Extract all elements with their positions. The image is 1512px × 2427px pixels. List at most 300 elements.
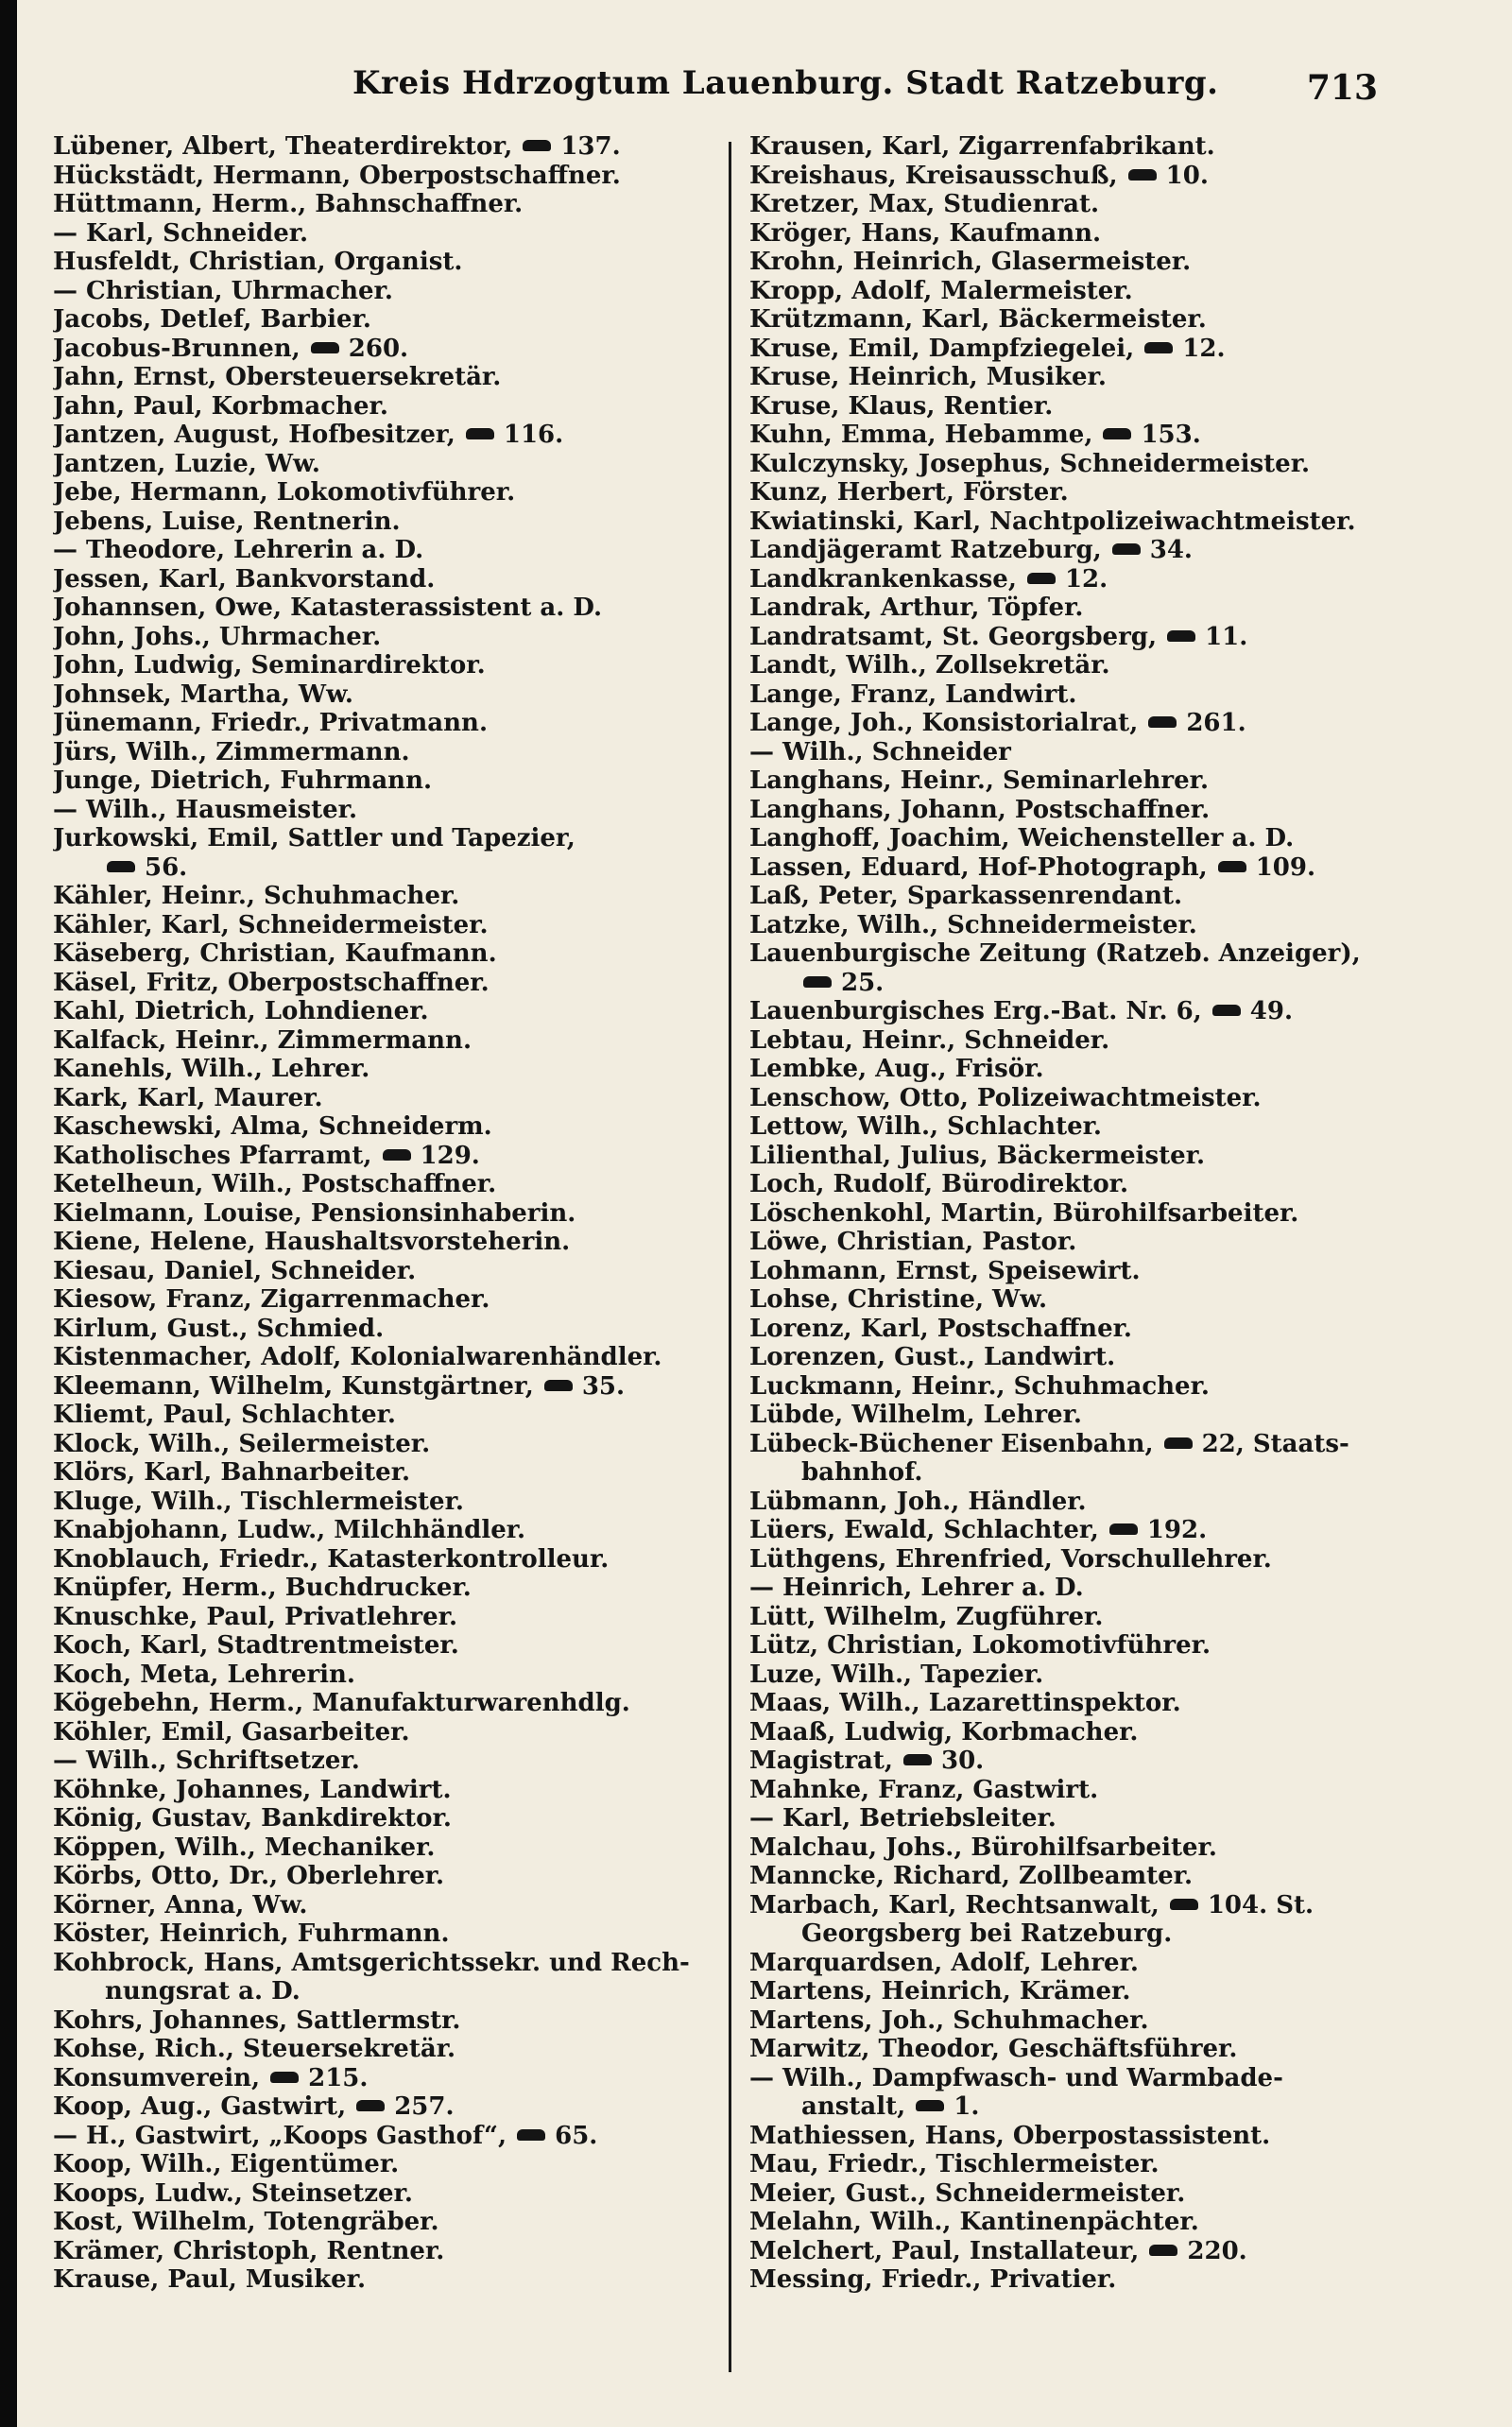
directory-entry	[53, 1343, 714, 1372]
entry-text: Lütz, Christian, Lokomotivführer.	[749, 1631, 1211, 1660]
entry-text: Krausen, Karl, Zigarrenfabrikant.	[749, 132, 1215, 161]
entry-text: Luckmann, Heinr., Schuhmacher.	[749, 1371, 1210, 1401]
directory-entry	[53, 1747, 714, 1776]
entry-text: Jünemann, Friedr., Privatmann.	[53, 709, 488, 737]
directory-entry	[53, 1833, 714, 1863]
entry-text: Lettow, Wilh., Schlachter.	[749, 1112, 1102, 1141]
entry-text: Lange, Franz, Landwirt.	[749, 680, 1077, 709]
telephone-icon	[1164, 1437, 1193, 1449]
phone-number: 260.	[348, 334, 409, 363]
directory-entry	[53, 1661, 714, 1690]
column-divider	[729, 142, 731, 2372]
entry-text: Husfeldt, Christian, Organist.	[53, 248, 463, 276]
directory-entry	[749, 1631, 1411, 1661]
entry-text: Johannsen, Owe, Katasterassistent a. D.	[53, 594, 603, 622]
entry-text: Kost, Wilhelm, Totengräber.	[53, 2208, 439, 2236]
telephone-icon	[1148, 716, 1177, 728]
directory-entry	[53, 2150, 714, 2179]
directory-entry	[53, 1488, 714, 1517]
directory-entry	[749, 1661, 1411, 1690]
directory-entry	[749, 623, 1411, 652]
directory-entry	[53, 1603, 714, 1632]
telephone-icon	[311, 342, 339, 353]
directory-entry	[53, 1891, 714, 1920]
entry-text: Kiene, Helene, Haushaltsvorsteherin.	[53, 1228, 571, 1256]
directory-entry	[53, 1458, 714, 1488]
directory-entry	[53, 565, 714, 594]
entry-text: Landjägeramt Ratzeburg,	[749, 536, 1102, 564]
directory-entry	[53, 1776, 714, 1805]
entry-text: Jahn, Paul, Korbmacher.	[53, 391, 388, 421]
directory-entry-continuation	[53, 853, 714, 883]
entry-text: Kulczynsky, Josephus, Schneidermeister.	[749, 449, 1311, 478]
directory-entry	[53, 1199, 714, 1229]
directory-entry	[749, 2208, 1411, 2237]
directory-entry	[749, 594, 1411, 623]
entry-text: Martens, Joh., Schuhmacher.	[749, 2005, 1149, 2035]
entry-text: Melchert, Paul, Installateur,	[749, 2236, 1140, 2265]
directory-entry	[53, 1862, 714, 1891]
telephone-icon	[383, 1149, 411, 1161]
entry-text: Meier, Gust., Schneidermeister.	[749, 2178, 1186, 2208]
entry-text: Hüttmann, Herm., Bahnschaffner.	[53, 190, 524, 218]
directory-entry	[749, 1516, 1411, 1545]
directory-entry	[749, 1689, 1411, 1718]
directory-entry	[749, 1804, 1411, 1833]
entry-text: Jantzen, Luzie, Ww.	[53, 449, 320, 478]
directory-entry-continuation	[749, 1458, 1411, 1488]
directory-entry	[53, 1142, 714, 1171]
entry-text: Kreishaus, Kreisausschuß,	[749, 161, 1118, 190]
directory-entry	[749, 1718, 1411, 1747]
entry-text: Koop, Aug., Gastwirt,	[53, 2092, 347, 2121]
directory-entry	[53, 2265, 714, 2295]
directory-entry	[53, 2237, 714, 2266]
entry-text: Knoblauch, Friedr., Katasterkontrolleur.	[53, 1544, 610, 1574]
directory-entry	[749, 1401, 1411, 1430]
entry-text: — H., Gastwirt, „Koops Gasthof“,	[53, 2121, 507, 2150]
entry-text: Jantzen, August, Hofbesitzer,	[53, 421, 455, 449]
left-column	[53, 132, 714, 2295]
phone-number: 1.	[954, 2092, 980, 2121]
directory-entry	[749, 2064, 1411, 2093]
directory-entry	[53, 1430, 714, 1459]
directory-entry	[749, 1285, 1411, 1315]
entry-text: Mahnke, Franz, Gastwirt.	[749, 1775, 1099, 1804]
directory-entry	[53, 680, 714, 710]
directory-entry	[749, 478, 1411, 508]
entry-text: Kahl, Dietrich, Lohndiener.	[53, 997, 429, 1025]
entry-text: Kaschewski, Alma, Schneiderm.	[53, 1112, 492, 1141]
directory-entry	[749, 680, 1411, 710]
directory-entry	[53, 1631, 714, 1661]
entry-text: Lauenburgische Zeitung (Ratzeb. Anzeiger),	[749, 939, 1361, 968]
entry-text: Koch, Meta, Lehrerin.	[53, 1660, 355, 1689]
phone-number: 220.	[1187, 2236, 1247, 2265]
directory-entry	[53, 882, 714, 911]
directory-entry	[749, 709, 1411, 738]
entry-text: Krause, Paul, Musiker.	[53, 2265, 367, 2294]
telephone-icon	[1027, 573, 1056, 584]
entry-text: Köhler, Emil, Gasarbeiter.	[53, 1717, 410, 1747]
entry-text: nungsrat a. D.	[105, 1977, 301, 2005]
directory-entry	[53, 305, 714, 335]
entry-text: Lübde, Wilhelm, Lehrer.	[749, 1401, 1082, 1429]
directory-entry	[53, 766, 714, 796]
telephone-icon	[356, 2100, 385, 2111]
directory-entry	[53, 248, 714, 277]
entry-text: Lorenzen, Gust., Landwirt.	[749, 1343, 1116, 1371]
entry-text: Latzke, Wilh., Schneidermeister.	[749, 910, 1197, 939]
directory-entry	[749, 2179, 1411, 2209]
directory-entry	[749, 1488, 1411, 1517]
entry-text: Jessen, Karl, Bankvorstand.	[53, 564, 436, 594]
entry-text: Löschenkohl, Martin, Bürohilfsarbeiter.	[749, 1198, 1299, 1228]
phone-number: 65.	[555, 2121, 598, 2150]
directory-entry	[749, 335, 1411, 364]
entry-text: bahnhof.	[801, 1458, 923, 1487]
entry-text: Georgsberg bei Ratzeburg.	[801, 1919, 1173, 1948]
directory-entry	[749, 1315, 1411, 1344]
entry-text: Jürs, Wilh., Zimmermann.	[53, 737, 410, 766]
directory-entry	[53, 2064, 714, 2093]
directory-entry	[749, 132, 1411, 162]
directory-entry	[749, 2035, 1411, 2064]
directory-entry	[749, 565, 1411, 594]
directory-entry	[749, 219, 1411, 249]
directory-entry	[53, 1257, 714, 1286]
directory-entry	[53, 911, 714, 940]
entry-text: — Wilh., Schneider	[749, 737, 1011, 766]
phone-number: 137.	[560, 132, 621, 161]
entry-text: — Heinrich, Lehrer a. D.	[749, 1574, 1084, 1602]
phone-number: 215.	[308, 2063, 369, 2092]
directory-entry	[53, 1228, 714, 1257]
directory-entry	[53, 162, 714, 191]
entry-text: Lebtau, Heinr., Schneider.	[749, 1025, 1110, 1055]
phone-number: 56.	[145, 852, 188, 882]
telephone-icon	[1149, 2245, 1177, 2256]
entry-text: Kohbrock, Hans, Amtsgerichtssekr. und Rech-	[53, 1948, 690, 1977]
entry-text: Kögebehn, Herm., Manufakturwarenhdlg.	[53, 1689, 630, 1717]
entry-text: Hückstädt, Hermann, Oberpostschaffner.	[53, 161, 621, 190]
directory-entry	[53, 969, 714, 998]
directory-entry	[53, 536, 714, 565]
telephone-icon	[1128, 169, 1157, 181]
entry-text: Marwitz, Theodor, Geschäftsführer.	[749, 2035, 1238, 2063]
directory-entry	[53, 450, 714, 479]
entry-text: Junge, Dietrich, Fuhrmann.	[53, 766, 433, 795]
entry-text: Maas, Wilh., Lazarettinspektor.	[749, 1689, 1181, 1717]
entry-text: Lüers, Ewald, Schlachter,	[749, 1516, 1099, 1544]
directory-entry-continuation	[53, 1977, 714, 2006]
entry-text: Krützmann, Karl, Bäckermeister.	[749, 305, 1207, 334]
entry-text: — Wilh., Hausmeister.	[53, 795, 358, 824]
directory-entry	[53, 1718, 714, 1747]
directory-entry	[749, 1833, 1411, 1863]
directory-entry	[749, 2150, 1411, 2179]
directory-entry	[53, 738, 714, 767]
entry-text: Maaß, Ludwig, Korbmacher.	[749, 1717, 1139, 1747]
phone-number: 129.	[420, 1141, 480, 1170]
entry-text: Köhnke, Johannes, Landwirt.	[53, 1775, 452, 1804]
directory-entry	[53, 1949, 714, 1978]
entry-text: Kohse, Rich., Steuersekretär.	[53, 2035, 456, 2063]
directory-entry	[53, 2035, 714, 2064]
phone-number: 116.	[503, 421, 564, 449]
directory-entry	[749, 1430, 1411, 1459]
entry-text: Lüthgens, Ehrenfried, Vorschullehrer.	[749, 1544, 1272, 1574]
directory-entry	[53, 1112, 714, 1142]
directory-entry	[749, 1862, 1411, 1891]
entry-text: Käseberg, Christian, Kaufmann.	[53, 939, 497, 968]
directory-entry	[749, 997, 1411, 1026]
directory-entry	[749, 853, 1411, 883]
entry-text: Landratsamt, St. Georgsberg,	[749, 622, 1158, 651]
directory-entry	[53, 623, 714, 652]
entry-text: Krämer, Christoph, Rentner.	[53, 2236, 445, 2265]
directory-entry	[749, 766, 1411, 796]
entry-text: Kunz, Herbert, Förster.	[749, 478, 1069, 507]
directory-page	[17, 0, 1512, 2427]
entry-text: anstalt,	[801, 2092, 906, 2121]
telephone-icon	[1218, 861, 1246, 872]
directory-entry	[53, 1084, 714, 1113]
directory-entry	[53, 1919, 714, 1949]
directory-entry	[53, 2092, 714, 2122]
phone-number: 12.	[1064, 564, 1108, 594]
entry-text: Lohmann, Ernst, Speisewirt.	[749, 1256, 1141, 1285]
directory-entry	[749, 1026, 1411, 1056]
directory-entry	[53, 132, 714, 162]
directory-entry-continuation	[749, 1919, 1411, 1949]
entry-text: Köster, Heinrich, Fuhrmann.	[53, 1919, 450, 1948]
entry-text: Jurkowski, Emil, Sattler und Tapezier,	[53, 824, 576, 852]
entry-text: Lauenburgisches Erg.-Bat. Nr. 6,	[749, 997, 1202, 1025]
entry-text: Langhans, Johann, Postschaffner.	[749, 795, 1211, 824]
entry-text: Kruse, Emil, Dampfziegelei,	[749, 334, 1135, 363]
directory-entry	[53, 1315, 714, 1344]
directory-entry	[749, 248, 1411, 277]
telephone-icon	[523, 140, 551, 151]
directory-entry	[53, 190, 714, 219]
telephone-icon	[803, 976, 832, 988]
entry-text: Kistenmacher, Adolf, Kolonialwarenhändler.	[53, 1343, 662, 1371]
entry-text: Lenschow, Otto, Polizeiwachtmeister.	[749, 1083, 1262, 1112]
entry-text: Körner, Anna, Ww.	[53, 1890, 308, 1919]
entry-text: Krohn, Heinrich, Glasermeister.	[749, 248, 1192, 276]
entry-text: Mau, Friedr., Tischlermeister.	[749, 2150, 1160, 2178]
entry-text: Kluge, Wilh., Tischlermeister.	[53, 1487, 464, 1516]
directory-entry	[53, 478, 714, 508]
directory-entry	[749, 508, 1411, 537]
entry-text: Jebe, Hermann, Lokomotivführer.	[53, 478, 516, 507]
directory-entry	[749, 1977, 1411, 2006]
running-head: Kreis Hdrzogtum Lauenburg. Stadt Ratzeburg.	[352, 64, 1219, 102]
directory-entry	[53, 824, 714, 853]
directory-entry	[749, 651, 1411, 680]
entry-text: Koop, Wilh., Eigentümer.	[53, 2150, 400, 2178]
directory-entry	[749, 1747, 1411, 1776]
phone-number: 257.	[394, 2092, 455, 2121]
phone-number: 25.	[841, 968, 885, 997]
directory-entry	[749, 421, 1411, 450]
directory-entry	[749, 1112, 1411, 1142]
directory-entry	[749, 1055, 1411, 1084]
entry-text: Messing, Friedr., Privatier.	[749, 2265, 1117, 2294]
telephone-icon	[466, 428, 494, 439]
entry-text: Lohse, Christine, Ww.	[749, 1285, 1048, 1314]
entry-text: Kähler, Karl, Schneidermeister.	[53, 910, 489, 939]
directory-entry	[749, 911, 1411, 940]
directory-entry	[749, 1545, 1411, 1575]
directory-entry	[53, 363, 714, 392]
entry-text: Kropp, Adolf, Malermeister.	[749, 276, 1133, 305]
entry-text: Knuschke, Paul, Privatlehrer.	[53, 1602, 458, 1631]
entry-text: Lassen, Eduard, Hof-Photograph,	[749, 852, 1208, 882]
entry-text: Johnsek, Martha, Ww.	[53, 680, 353, 709]
directory-entry	[749, 2265, 1411, 2295]
entry-text: Kretzer, Max, Studienrat.	[749, 190, 1100, 218]
directory-entry	[749, 1257, 1411, 1286]
entry-text: Konsumverein,	[53, 2063, 261, 2092]
entry-text: Lübmann, Joh., Händler.	[749, 1487, 1087, 1516]
entry-text: — Wilh., Dampfwasch- und Warmbade-	[749, 2063, 1283, 2092]
directory-entry	[749, 1891, 1411, 1920]
entry-text: Käsel, Fritz, Oberpostschaffner.	[53, 968, 490, 997]
entry-text: Kiesau, Daniel, Schneider.	[53, 1256, 417, 1285]
telephone-icon	[1103, 428, 1131, 439]
entry-text: Jebens, Luise, Rentnerin.	[53, 507, 401, 536]
directory-entry	[53, 2208, 714, 2237]
directory-entry	[749, 190, 1411, 219]
entry-text: Klörs, Karl, Bahnarbeiter.	[53, 1458, 411, 1487]
directory-entry-continuation	[749, 2092, 1411, 2122]
directory-entry	[749, 939, 1411, 969]
directory-entry	[749, 1949, 1411, 1978]
entry-text: Lübener, Albert, Theaterdirektor,	[53, 132, 513, 161]
directory-entry	[749, 392, 1411, 422]
directory-entry	[749, 1776, 1411, 1805]
directory-entry	[749, 1574, 1411, 1603]
directory-entry	[749, 363, 1411, 392]
entry-text: Körbs, Otto, Dr., Oberlehrer.	[53, 1862, 445, 1890]
directory-entry	[749, 1199, 1411, 1229]
directory-entry	[53, 392, 714, 422]
directory-entry	[53, 2122, 714, 2151]
entry-text: Kähler, Heinr., Schuhmacher.	[53, 882, 460, 910]
telephone-icon	[270, 2072, 299, 2083]
entry-text: Loch, Rudolf, Bürodirektor.	[749, 1170, 1129, 1198]
entry-text: Kuhn, Emma, Hebamme,	[749, 421, 1093, 449]
entry-text: Langhoff, Joachim, Weichensteller a. D.	[749, 824, 1295, 852]
directory-entry	[53, 594, 714, 623]
page-header	[17, 64, 1491, 130]
entry-text: John, Ludwig, Seminardirektor.	[53, 651, 486, 680]
page-number: 713	[1306, 68, 1378, 108]
telephone-icon	[903, 1754, 932, 1765]
directory-entry	[53, 1372, 714, 1402]
phone-number: 49.	[1249, 997, 1294, 1025]
phone-number: 192.	[1146, 1516, 1208, 1544]
entry-text: Laß, Peter, Sparkassenrendant.	[749, 882, 1183, 910]
directory-entry	[53, 219, 714, 249]
directory-entry	[53, 709, 714, 738]
directory-entry	[749, 2006, 1411, 2036]
telephone-icon	[1109, 1523, 1138, 1535]
directory-entry	[53, 335, 714, 364]
phone-number: 12.	[1182, 334, 1226, 363]
telephone-icon	[1144, 342, 1173, 353]
telephone-icon	[544, 1380, 573, 1391]
entry-text: Landkrankenkasse,	[749, 564, 1017, 594]
directory-entry	[53, 1516, 714, 1545]
directory-entry	[749, 1084, 1411, 1113]
directory-entry	[749, 1372, 1411, 1402]
phone-number: 153.	[1141, 421, 1201, 449]
entry-text: Kalfack, Heinr., Zimmermann.	[53, 1025, 472, 1055]
entry-text: Martens, Heinrich, Krämer.	[749, 1977, 1131, 2005]
entry-text: Landt, Wilh., Zollsekretär.	[749, 651, 1110, 680]
entry-text: Kark, Karl, Maurer.	[53, 1083, 323, 1112]
directory-entry	[749, 162, 1411, 191]
entry-text: Kanehls, Wilh., Lehrer.	[53, 1055, 370, 1083]
directory-entry	[749, 1170, 1411, 1199]
directory-entry	[53, 1026, 714, 1056]
entry-text: Ketelheun, Wilh., Postschaffner.	[53, 1170, 497, 1198]
entry-text: Jacobus-Brunnen,	[53, 334, 301, 363]
entry-text: Kirlum, Gust., Schmied.	[53, 1314, 385, 1343]
directory-entry	[53, 1285, 714, 1315]
telephone-icon	[517, 2129, 545, 2141]
phone-number: 109.	[1255, 852, 1316, 882]
entry-text: Jacobs, Detlef, Barbier.	[53, 305, 371, 334]
entry-text: Lange, Joh., Konsistorialrat,	[749, 709, 1139, 737]
entry-text: Kliemt, Paul, Schlachter.	[53, 1401, 396, 1429]
directory-entry	[749, 1228, 1411, 1257]
entry-text: Marbach, Karl, Rechtsanwalt,	[749, 1890, 1160, 1919]
telephone-icon	[107, 861, 135, 872]
directory-entry	[749, 2237, 1411, 2266]
entry-text: Manncke, Richard, Zollbeamter.	[749, 1862, 1194, 1890]
entry-text: Knabjohann, Ludw., Milchhändler.	[53, 1516, 526, 1544]
entry-text: John, Johs., Uhrmacher.	[53, 622, 382, 651]
entry-text: Klock, Wilh., Seilermeister.	[53, 1429, 431, 1458]
directory-entry	[749, 738, 1411, 767]
telephone-icon	[1167, 630, 1195, 642]
phone-number: 34.	[1149, 536, 1193, 564]
entry-text: Kwiatinski, Karl, Nachtpolizeiwachtmeister.	[749, 507, 1356, 536]
directory-entry	[749, 450, 1411, 479]
entry-text: Kiesow, Franz, Zigarrenmacher.	[53, 1285, 490, 1314]
entry-text: Langhans, Heinr., Seminarlehrer.	[749, 766, 1210, 795]
entry-text: Marquardsen, Adolf, Lehrer.	[749, 1948, 1139, 1977]
telephone-icon	[1212, 1005, 1241, 1016]
directory-entry	[749, 1343, 1411, 1372]
entry-text: Magistrat,	[749, 1747, 893, 1775]
directory-entry	[749, 796, 1411, 825]
entry-text: Lorenz, Karl, Postschaffner.	[749, 1314, 1132, 1343]
telephone-icon	[1112, 543, 1141, 555]
entry-text: Köppen, Wilh., Mechaniker.	[53, 1833, 436, 1862]
directory-entry	[749, 2122, 1411, 2151]
phone-number: 10.	[1165, 161, 1209, 190]
right-column	[749, 132, 1411, 2295]
entry-text: — Christian, Uhrmacher.	[53, 276, 393, 305]
entry-text: Landrak, Arthur, Töpfer.	[749, 594, 1084, 622]
entry-text: Kleemann, Wilhelm, Kunstgärtner,	[53, 1371, 534, 1401]
phone-number: 104. St.	[1207, 1890, 1314, 1919]
